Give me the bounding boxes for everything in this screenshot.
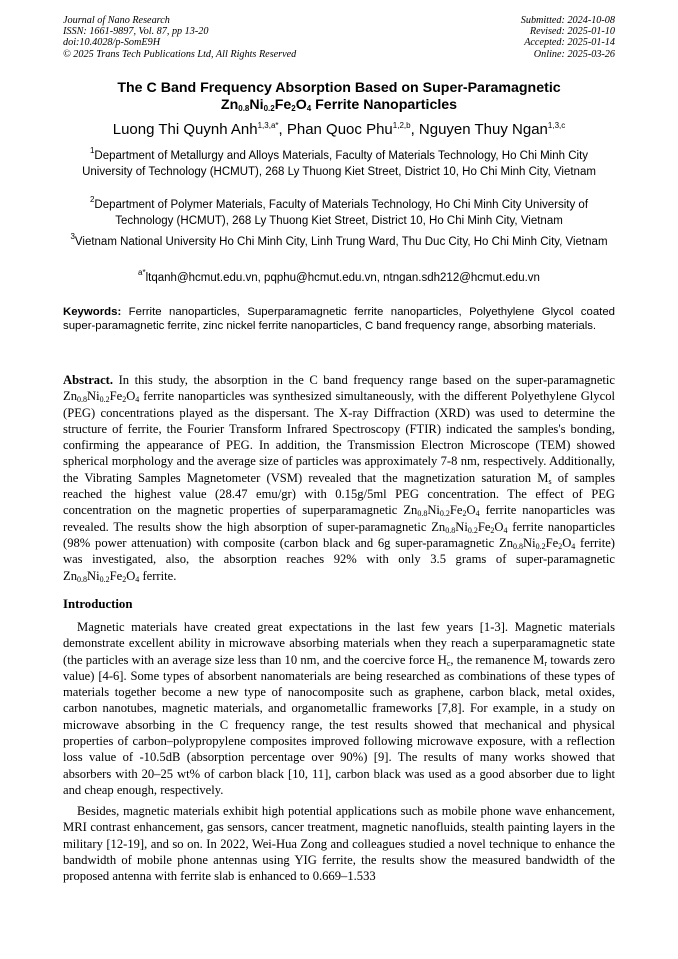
abstract: Abstract. In this study, the absorption in the C band frequency range based on the super-paramagnetic $Zn_{0.8}Ni_{0.2}Fe_2O_4$ ferrite nanoparticles was synthesized simultaneously, with the different Polyethylene Glycol (PEG) concentrations played as the dispersant. The X-ray Diffraction (XRD) was used to determine the structure of ferrite, the Fourier Transform Infrared Spectroscopy (FTIR) indicated the samples's bonding, confirming the appearance of PEG. In addition, the Transmission Electron Microscope (TEM) showed spherical morphology and the average size of particles was approximately 7-8 nm, respectively. Additionally, the Vibrating Samples Magnetometer (VSM) revealed that the magnetization saturation $M_s$ of samples reached the highest value (28.47 emu/gr) with 0.15g/5ml PEG concentration. The effect of PEG concentration on the magnetic properties of superparamagnetic $Zn_{0.8}Ni_{0.2}Fe_2O_4$ ferrite nanoparticles was revealed. The results show the high absorption of super-paramagnetic $Zn_{0.8}Ni_{0.2}Fe_2O_4$ ferrite nanoparticles (98% power attenuation) with composite (carbon black and 6g super-paramagnetic $Zn_{0.8}Ni_{0.2}Fe_2O_4$ ferrite) was investigated, also, the absorption reaches 92% with only 3.5 grams of super-paramagnetic $Zn_{0.8}Ni_{0.2}Fe_2O_4$ ferrite. (63, 373, 615, 584)
journal-copyright: © 2025 Trans Tech Publications Ltd, All Rights Reserved (63, 48, 297, 60)
affiliation-2: $^2$Department of Polymer Materials, Faculty of Materials Technology, Ho Chi Minh City University of Technology (HCMUT), 268 Ly Thuong Kiet Street, District 10, Ho Chi Minh City, Vietnam (89, 195, 589, 227)
affiliation-3: $^3$Vietnam National University Ho Chi Minh City, Linh Trung Ward, Thu Duc City, Ho Chi Minh City, Vietnam (70, 232, 608, 248)
title-line-1: The C Band Frequency Absorption Based on Super-Paramagnetic (117, 80, 561, 96)
author-affil-marker: 1,3,c (547, 121, 566, 130)
journal-header-left (63, 15, 296, 60)
date-submitted: Submitted: 2024-10-08 (520, 15, 615, 26)
chemical-formula: $Zn_{0.8}Ni_{0.2}Fe_2O_4$ (63, 389, 140, 405)
journal-name: Journal of Nano Research (63, 15, 170, 26)
chemical-formula: $Zn_{0.8}Ni_{0.2}Fe_2O_4$ (499, 535, 576, 551)
introduction-paragraph-1: Magnetic materials have created great expectations in the last few years [1-3]. Magnetic materials demonstrate excellent ability in microwave absorbing materials when they reach a superparamagnetic state (the particles with an average size less than 10 nm, and the coercive force $H_c$, the remanence $M_r$ towards zero value) [4-6]. Some types of absorbent nanomaterials are being researched as combinations of these types of materials together become a new type of nanocomposite such as graphene, carbon black, metal oxides, carbon nanotubes, magnetic materials, and organometallic frameworks [7,8]. For example, in a study on microwave absorbing in the C frequency range, the test results showed that mechanical and physical properties of carbon–polypropylene composites improved following microwave exposure, with a reflection loss value of -10.5dB (absorption percentage over 90%) [9]. The results of many works showed that absorbers with 20–25 wt% of carbon black [10, 11], carbon black was used as a good absorber due to light and cheap enough, respectively. (63, 620, 615, 797)
introduction-paragraph-2: Besides, magnetic materials exhibit high potential applications such as mobile phone wave enhancement, MRI contrast enhancement, gas sensors, cancer treatment, magnetic nanofluids, stealth painting layers in the military [12-19], and so on. In 2022, Wei-Hua Zong and colleagues studied a novel technique to enhance the bandwidth of mobile phone antennas using YIG ferrite, the results show the measured bandwidth of the proposed antenna with ferrite slab is enhanced to 0.669–1.533 (63, 804, 615, 884)
date-accepted: Accepted: 2025-01-14 (524, 37, 615, 49)
journal-header-right (521, 15, 615, 60)
keywords-text: Ferrite nanoparticles, Superparamagnetic ferrite nanoparticles, Polyethylene Glycol coated super-paramagnetic ferrite, zinc nickel ferrite nanoparticles, C band frequency range, absorbing materials. (63, 306, 616, 333)
author-name: Phan Quoc Phu (286, 121, 393, 138)
author-affil-marker: 1,3,a* (257, 121, 279, 130)
title-line-2: $Zn_{0.8}Ni_{0.2}Fe_2O_4$ Ferrite Nanoparticles (220, 97, 458, 113)
affiliation-1: $^1$Department of Metallurgy and Alloys Materials, Faculty of Materials Technology, Ho Chi Minh City University of Technology (HCMUT), 268 Ly Thuong Kiet Street, District 10, Ho Chi Minh City, Vietnam (82, 146, 596, 178)
author-emails[interactable]: $^{a*}$ltqanh@hcmut.edu.vn, pqphu@hcmut.edu.vn, ntngan.sdh212@hcmut.edu.vn (138, 268, 540, 284)
keywords (63, 305, 615, 334)
date-revised: Revised: 2025-01-10 (529, 26, 615, 38)
journal-issn: ISSN: 1661-9897, Vol. 87, pp 13-20 (63, 26, 209, 38)
chemical-formula: $Zn_{0.8}Ni_{0.2}Fe_2O_4$ (403, 503, 480, 519)
date-online: Online: 2025-03-26 (533, 48, 615, 60)
introduction-heading: Introduction (63, 597, 133, 611)
author-affil-marker: 1,2,b (392, 121, 411, 130)
author-list: Luong Thi Quynh Anh$^{1,3,a*}$, Phan Quoc Phu$^{1,2,b}$, Nguyen Thuy Ngan$^{1,3,c}$ (112, 121, 566, 138)
title-formula: $Zn_{0.8}Ni_{0.2}Fe_2O_4$ (220, 97, 312, 113)
journal-doi[interactable]: doi:10.4028/p-SomE9H (63, 37, 161, 49)
author-name: Nguyen Thuy Ngan (418, 121, 548, 138)
chemical-formula: $Zn_{0.8}Ni_{0.2}Fe_2O_4$ (431, 519, 508, 535)
keywords-label: Keywords: (63, 306, 122, 318)
author-name: Luong Thi Quynh Anh (112, 121, 258, 138)
abstract-label: Abstract. (63, 373, 114, 387)
paper-title (63, 80, 615, 114)
chemical-formula: $Zn_{0.8}Ni_{0.2}Fe_2O_4$ (63, 568, 140, 584)
